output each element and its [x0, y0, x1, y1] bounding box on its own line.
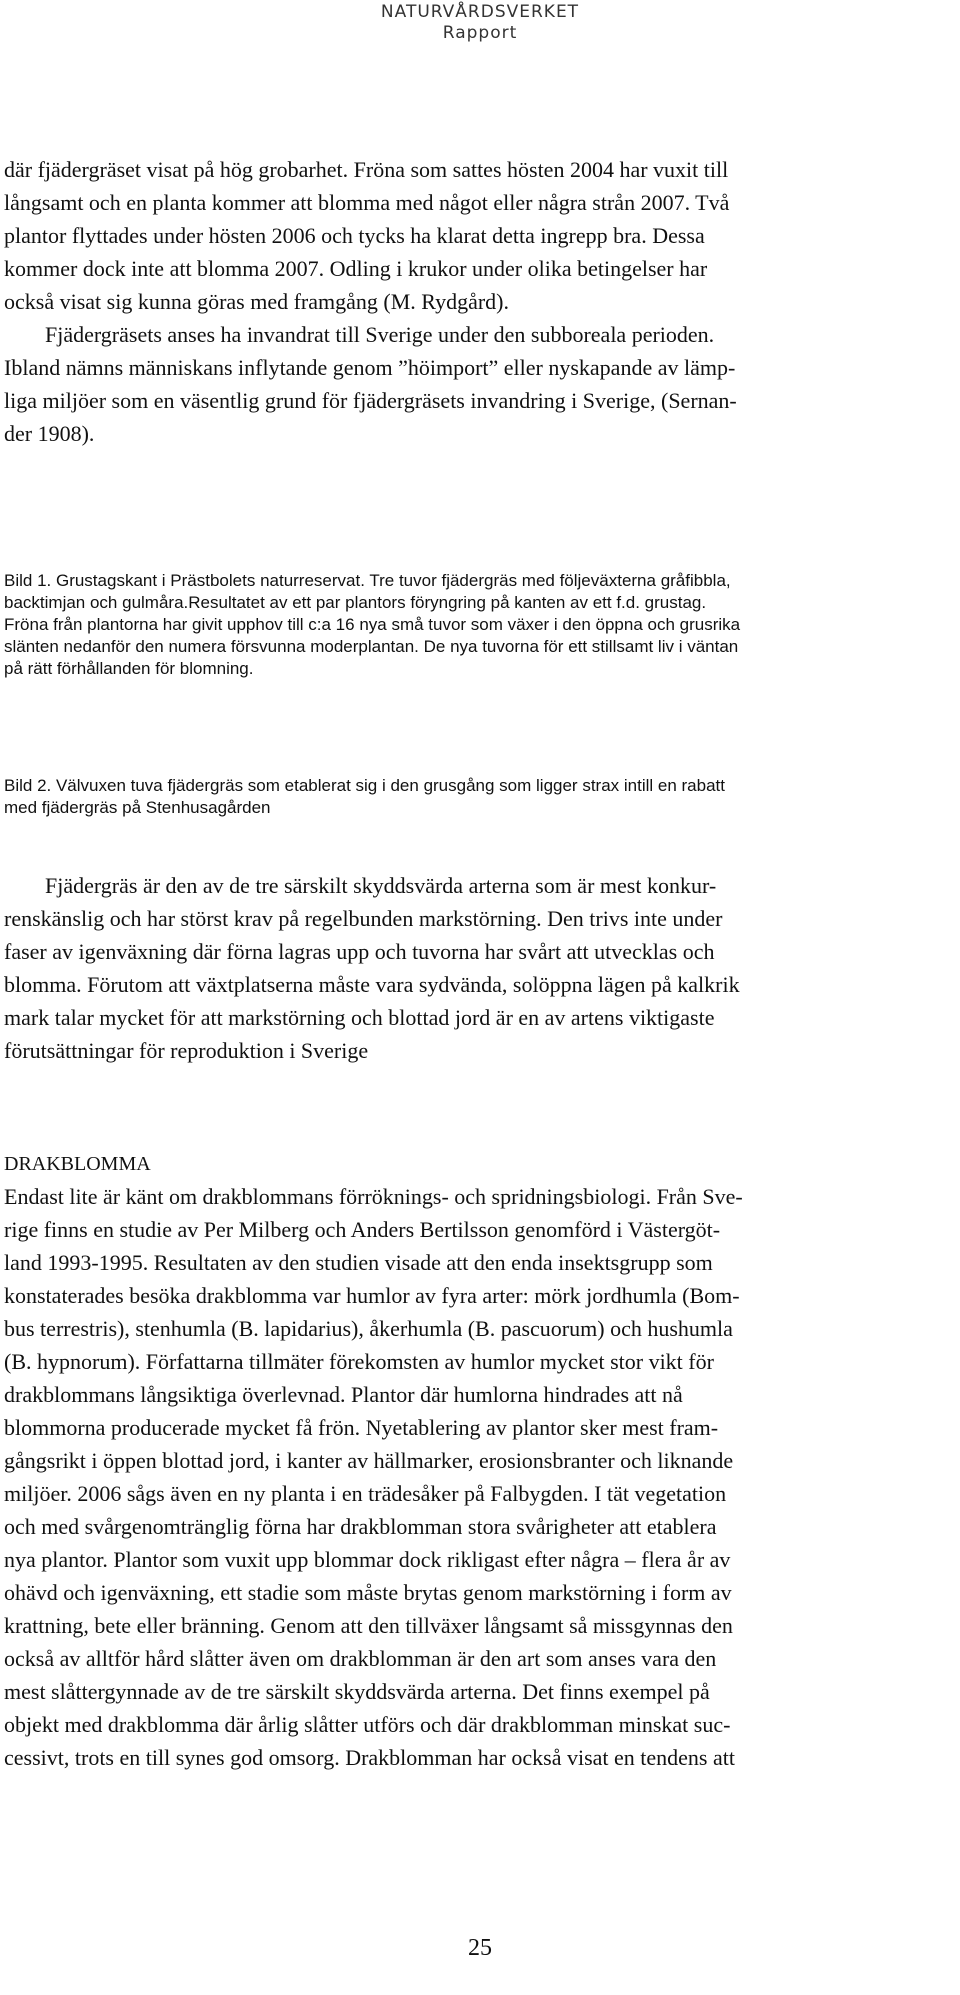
body-paragraph-2: [0, 869, 960, 1067]
text-line: Fjädergräs är den av de tre särskilt skyddsvärda arterna som är mest konkur-: [45, 873, 717, 898]
text-line: långsamt och en planta kommer att blomma med något eller några strån 2007. Två: [4, 190, 730, 215]
caption-line: Bild 1. Grustagskant i Prästbolets naturreservat. Tre tuvor fjädergräs med följeväxterna gråfibbla,: [4, 571, 731, 590]
text-line: faser av igenväxning där förna lagras upp och tuvorna har svårt att utvecklas och: [4, 939, 715, 964]
text-line: land 1993-1995. Resultaten av den studien visade att den enda insektsgrupp som: [4, 1250, 713, 1275]
text-line: gångsrikt i öppen blottad jord, i kanter av hällmarker, erosionsbranter och liknande: [4, 1448, 734, 1473]
caption-line: Fröna från plantorna har givit upphov till c:a 16 nya små tuvor som växer i den öppna och grusrika: [4, 615, 741, 634]
text-line: Ibland nämns människans inflytande genom ”höimport” eller nyskapande av lämp-: [4, 355, 736, 380]
text-line: renskänslig och har störst krav på regelbunden markstörning. Den trivs inte under: [4, 906, 723, 931]
text-line: och med svårgenomtränglig förna har drakblomman stora svårigheter att etablera: [4, 1514, 717, 1539]
section-heading: DRAKBLOMMA: [4, 1153, 151, 1175]
text-line: också av alltför hård slåtter även om drakblomman är den art som anses vara den: [4, 1646, 717, 1671]
figure-caption-2: [4, 775, 960, 819]
text-line: drakblommans långsiktiga överlevnad. Plantor där humlorna hindrades att nå: [4, 1382, 683, 1407]
header-doc-type: Rapport: [442, 23, 518, 43]
text-line: konstaterades besöka drakblomma var humlor av fyra arter: mörk jordhumla (Bom-: [4, 1283, 740, 1308]
text-line: mest slåttergynnade av de tre särskilt skyddsvärda arterna. Det finns exempel på: [4, 1679, 710, 1704]
text-line: (B. hypnorum). Författarna tillmäter förekomsten av humlor mycket stor vikt för: [4, 1349, 714, 1374]
figure-caption-1: [4, 570, 960, 680]
text-line: också visat sig kunna göras med framgång (M. Rydgård).: [4, 289, 510, 314]
document-header: [0, 0, 960, 44]
text-line: blommorna producerade mycket få frön. Nyetablering av plantor sker mest fram-: [4, 1415, 719, 1440]
caption-line: på rätt förhållanden för blomning.: [4, 659, 254, 678]
text-line: förutsättningar för reproduktion i Sverige: [4, 1038, 369, 1063]
text-line: plantor flyttades under hösten 2006 och tycks ha klarat detta ingrepp bra. Dessa: [4, 223, 705, 248]
text-line: nya plantor. Plantor som vuxit upp blommar dock rikligast efter några – flera år av: [4, 1547, 731, 1572]
text-line: mark talar mycket för att markstörning och blottad jord är en av artens viktigaste: [4, 1005, 715, 1030]
caption-line: med fjädergräs på Stenhusagården: [4, 798, 271, 817]
text-line: krattning, bete eller bränning. Genom att den tillväxer långsamt så missgynnas den: [4, 1613, 733, 1638]
text-line: där fjädergräset visat på hög grobarhet. Fröna som sattes hösten 2004 har vuxit till: [4, 157, 729, 182]
text-line: liga miljöer som en väsentlig grund för fjädergräsets invandring i Sverige, (Sernan-: [4, 388, 737, 413]
page-number: 25: [468, 1935, 492, 1961]
text-line: Endast lite är känt om drakblommans förröknings- och spridningsbiologi. Från Sve-: [4, 1184, 743, 1209]
text-line: miljöer. 2006 sågs även en ny planta i en trädesåker på Falbygden. I tät vegetation: [4, 1481, 727, 1506]
caption-line: slänten nedanför den numera försvunna moderplantan. De nya tuvorna för ett stillsamt liv i väntan: [4, 637, 739, 656]
text-line: der 1908).: [4, 421, 95, 446]
text-line: kommer dock inte att blomma 2007. Odling i krukor under olika betingelser har: [4, 256, 708, 281]
text-line: Fjädergräsets anses ha invandrat till Sverige under den subboreala perioden.: [45, 322, 715, 347]
body-paragraph-3: [0, 1180, 960, 1774]
text-line: ohävd och igenväxning, ett stadie som måste brytas genom markstörning i form av: [4, 1580, 732, 1605]
text-line: cessivt, trots en till synes god omsorg. Drakblomman har också visat en tendens att: [4, 1745, 735, 1770]
text-line: rige finns en studie av Per Milberg och Anders Bertilsson genomförd i Västergöt-: [4, 1217, 721, 1242]
text-line: bus terrestris), stenhumla (B. lapidarius), åkerhumla (B. pascuorum) och hushumla: [4, 1316, 733, 1341]
caption-line: backtimjan och gulmåra.Resultatet av ett par plantors föryngring på kanten av ett f.d. grustag.: [4, 593, 707, 612]
body-paragraph-1: [0, 153, 960, 450]
text-line: blomma. Förutom att växtplatserna måste vara sydvända, solöppna lägen på kalkrik: [4, 972, 740, 997]
caption-line: Bild 2. Välvuxen tuva fjädergräs som etablerat sig i den grusgång som ligger strax intill en rabatt: [4, 776, 725, 795]
header-org-name: NATURVÅRDSVERKET: [380, 2, 580, 22]
text-line: objekt med drakblomma där årlig slåtter utförs och där drakblomman minskat suc-: [4, 1712, 731, 1737]
